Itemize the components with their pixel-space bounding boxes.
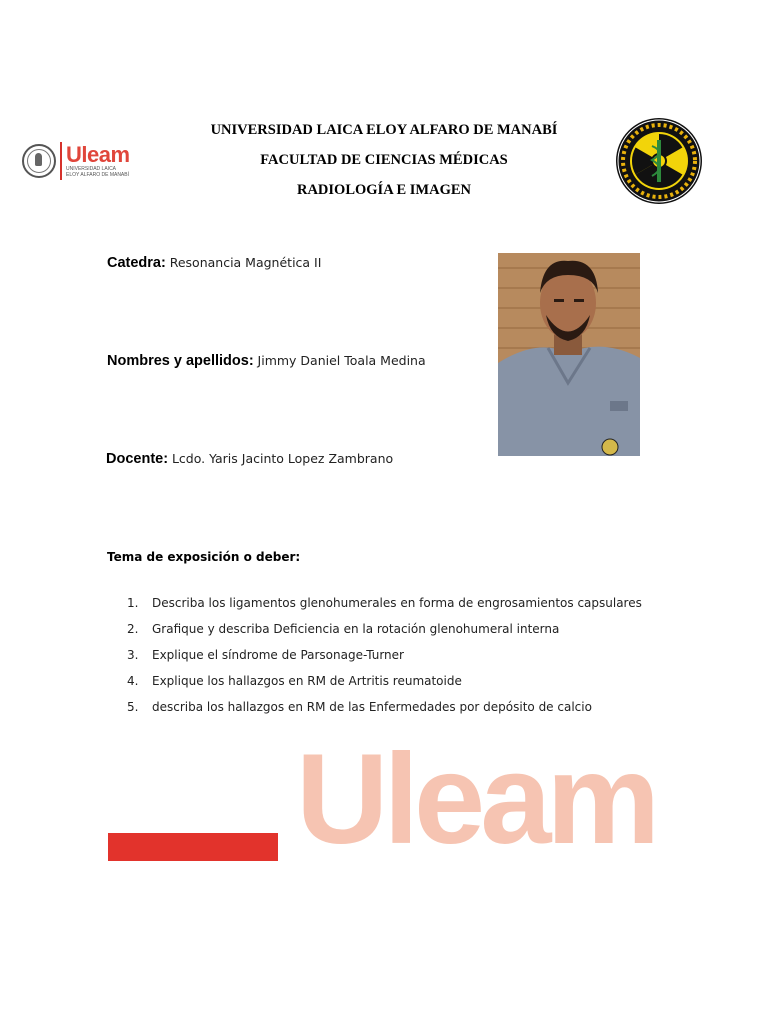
list-item: 1. Describa los ligamentos glenohumerales en forma de engrosamientos capsulares: [127, 596, 642, 610]
docente-value: Lcdo. Yaris Jacinto Lopez Zambrano: [171, 451, 394, 466]
docente-label: Docente:: [106, 451, 169, 467]
docente-field: [106, 450, 393, 467]
tema-heading: Tema de exposición o deber:: [107, 550, 301, 564]
logo-subtext-2: ELOY ALFARO DE MANABÍ: [66, 172, 129, 178]
list-item: 5. describa los hallazgos en RM de las Enfermedades por depósito de calcio: [127, 700, 592, 714]
university-title: UNIVERSIDAD LAICA ELOY ALFARO DE MANABÍ: [210, 122, 558, 138]
list-item: 2. Grafique y describa Deficiencia en la rotación glenohumeral interna: [127, 622, 560, 636]
uleam-logo: [22, 122, 152, 200]
catedra-label: Catedra:: [107, 255, 166, 271]
list-item: 3. Explique el síndrome de Parsonage-Turner: [127, 648, 404, 662]
student-photo: [498, 253, 640, 456]
catedra-value: Resonancia Magnética II: [169, 255, 322, 270]
catedra-field: [107, 254, 321, 271]
university-seal-icon: [22, 144, 56, 178]
list-item: 4. Explique los hallazgos en RM de Artritis reumatoide: [127, 674, 462, 688]
header-titles: [170, 120, 598, 210]
nombres-label: Nombres y apellidos:: [107, 353, 254, 369]
faculty-title: FACULTAD DE CIENCIAS MÉDICAS: [260, 152, 508, 168]
nombres-value: Jimmy Daniel Toala Medina: [257, 353, 426, 368]
career-title: RADIOLOGÍA E IMAGEN: [296, 182, 472, 198]
watermark-bar: [108, 833, 278, 861]
logo-subtext-1: UNIVERSIDAD LAICA: [66, 166, 117, 172]
logo-divider: [60, 142, 62, 180]
nombres-field: [107, 352, 426, 369]
logo-brand-text: Uleam: [66, 142, 130, 167]
tema-list: [127, 594, 642, 724]
radiology-emblem-icon: [614, 116, 704, 206]
watermark-text: Uleam: [296, 728, 656, 871]
